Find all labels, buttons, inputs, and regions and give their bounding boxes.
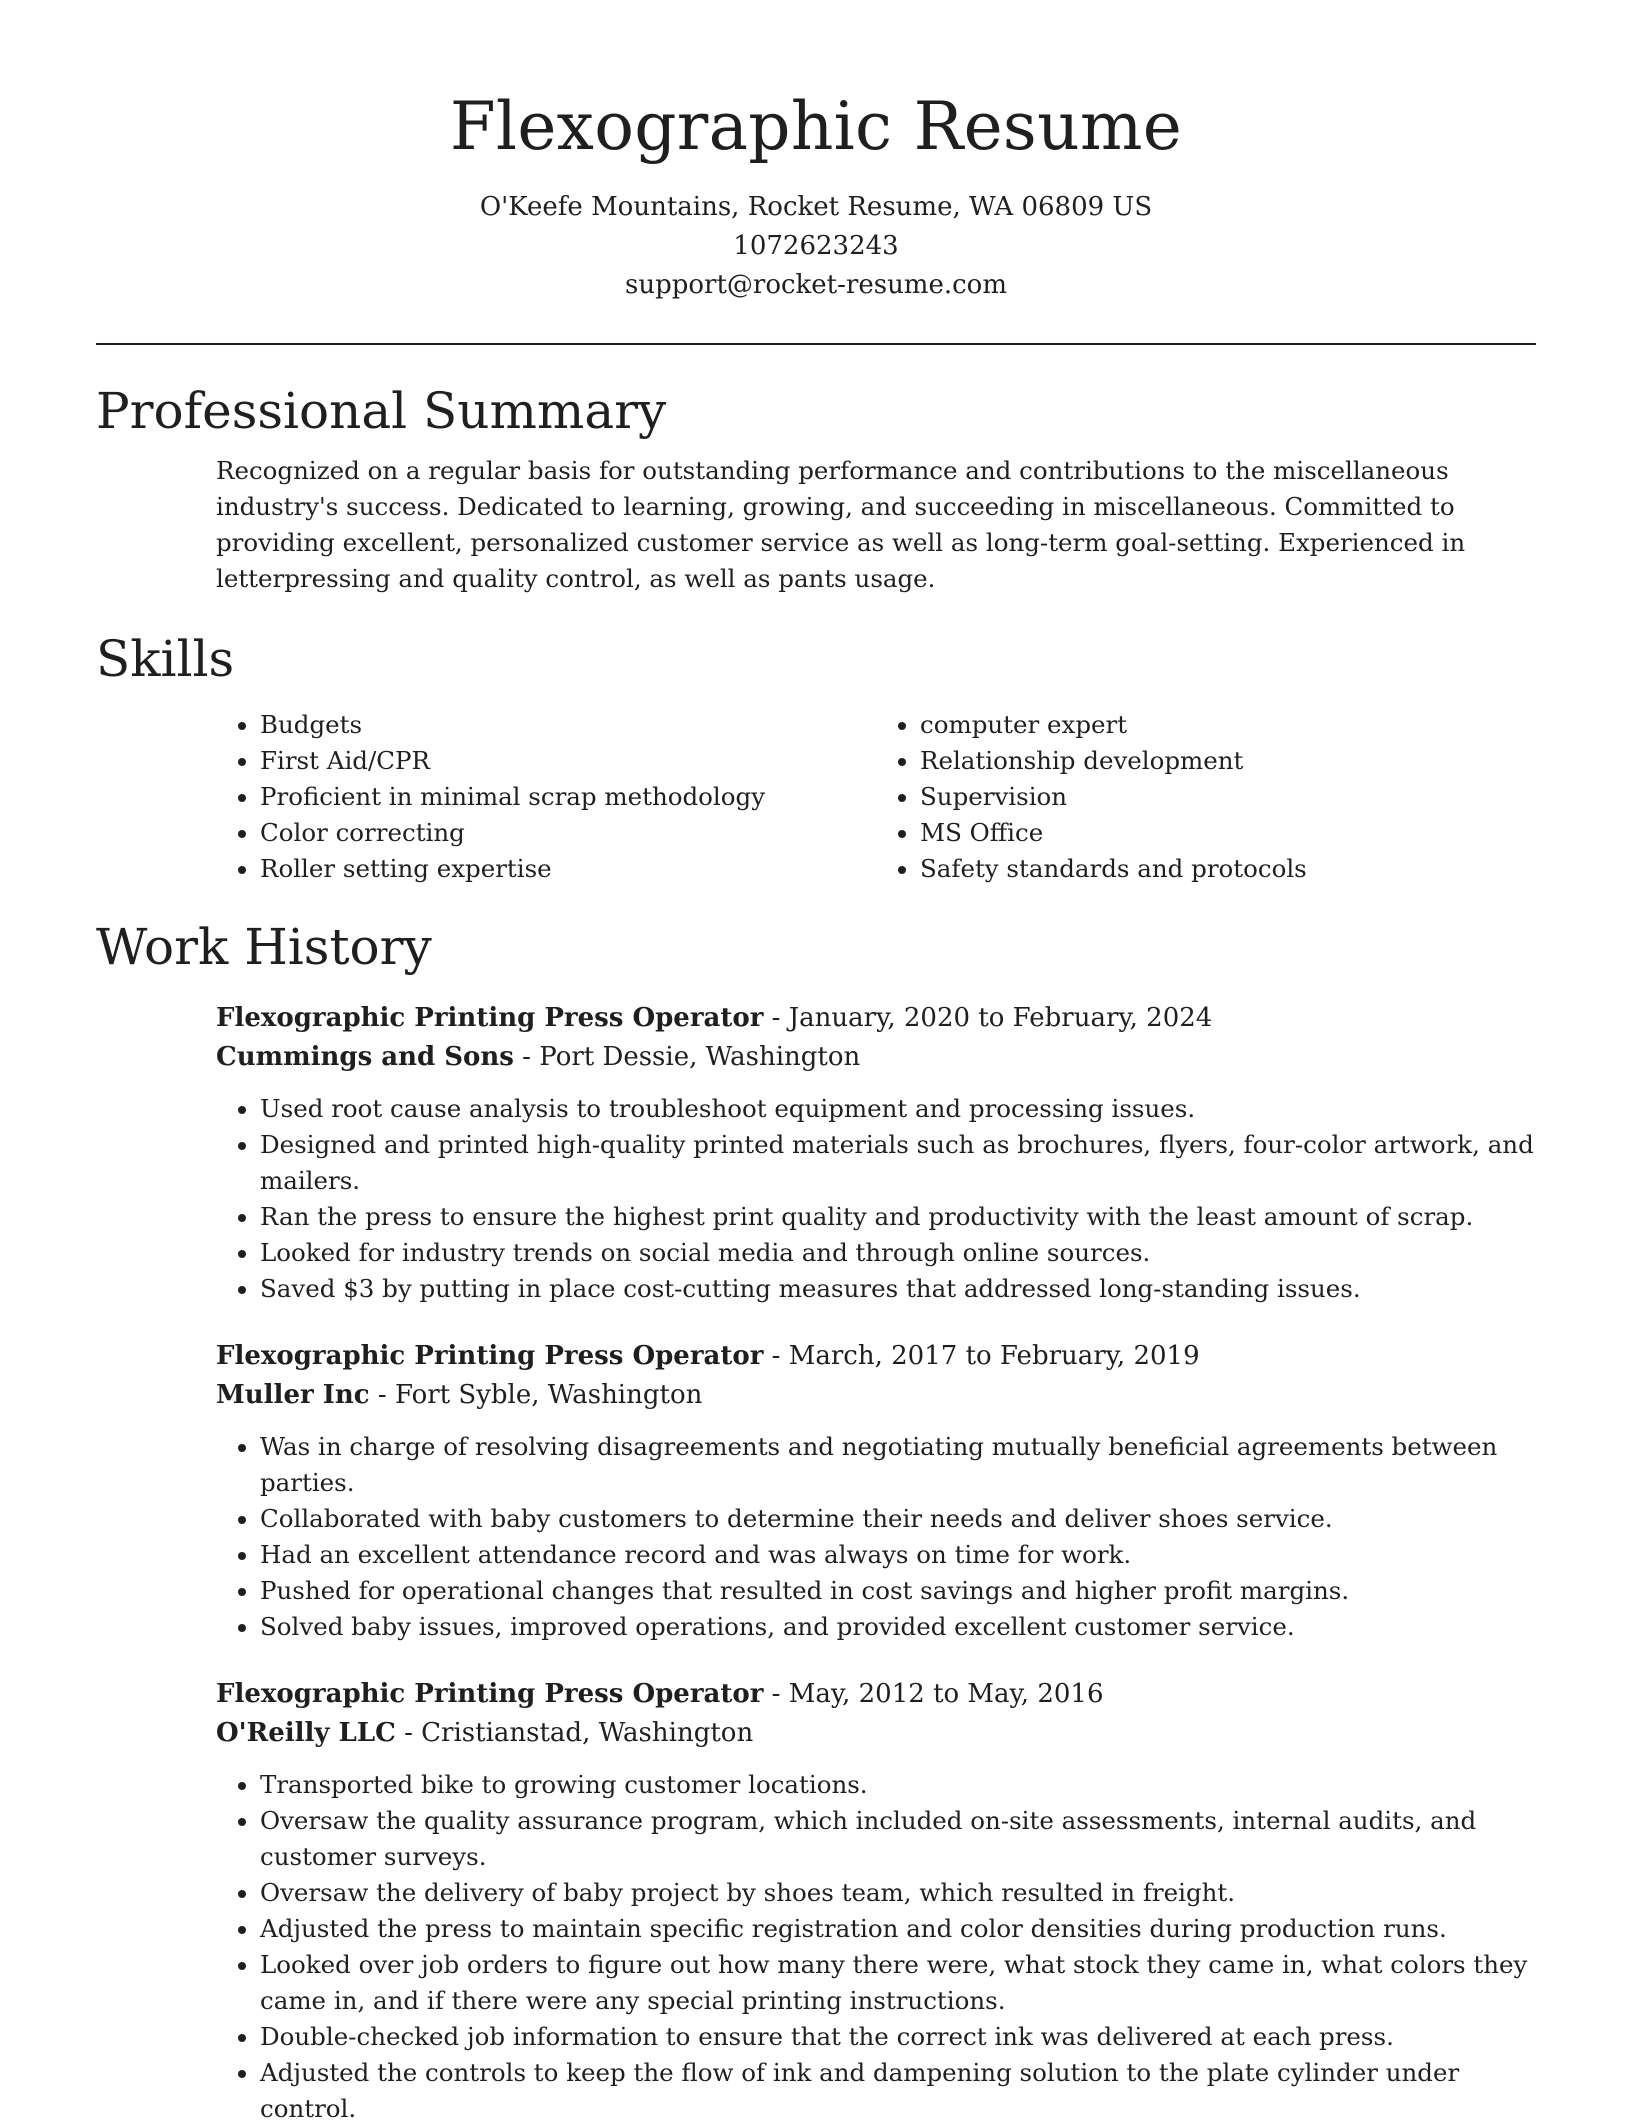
- skill-item: • MS Office: [920, 815, 1536, 851]
- job-bullet: • Double-checked job information to ensure that the correct ink was delivered at each press.: [260, 2019, 1536, 2055]
- job-bullet: • Ran the press to ensure the highest print quality and productivity with the least amount of scrap.: [260, 1199, 1536, 1235]
- jobs-list: [216, 999, 1536, 2127]
- job-bullet: • Had an excellent attendance record and was always on time for work.: [260, 1537, 1536, 1573]
- skill-item: • Relationship development: [920, 743, 1536, 779]
- skill-item: • Safety standards and protocols: [920, 851, 1536, 887]
- skill-item: • Proficient in minimal scrap methodology: [260, 779, 876, 815]
- job-title-line: [216, 999, 1536, 1038]
- job-title-line: [216, 1337, 1536, 1376]
- skills-heading: Skills: [96, 630, 235, 688]
- job-bullet: • Looked for industry trends on social media and through online sources.: [260, 1235, 1536, 1271]
- job-entry: [216, 1675, 1536, 2127]
- separator: -: [763, 1679, 789, 1709]
- job-bullets: [216, 1429, 1536, 1645]
- job-company: O'Reilly LLC: [216, 1718, 396, 1748]
- job-bullet: • Solved baby issues, improved operations, and provided excellent customer service.: [260, 1609, 1536, 1645]
- separator: -: [763, 1341, 789, 1371]
- phone: 1072623243: [733, 231, 899, 261]
- job-location: Port Dessie, Washington: [539, 1042, 861, 1072]
- job-company-line: [216, 1038, 1536, 1077]
- skill-item: • computer expert: [920, 707, 1536, 743]
- skill-item: • Roller setting expertise: [260, 851, 876, 887]
- skills-section: [96, 627, 1536, 887]
- job-bullet: • Pushed for operational changes that resulted in cost savings and higher profit margins.: [260, 1573, 1536, 1609]
- job-company-line: [216, 1376, 1536, 1415]
- job-bullet: • Adjusted the controls to keep the flow of ink and dampening solution to the plate cylinder under control.: [260, 2055, 1536, 2127]
- work-history-heading: Work History: [96, 918, 432, 976]
- separator: -: [395, 1718, 422, 1748]
- job-title: Flexographic Printing Press Operator: [216, 1003, 764, 1033]
- job-company-line: [216, 1714, 1536, 1753]
- job-entry: [216, 1337, 1536, 1645]
- resume-header: [96, 0, 1536, 305]
- summary-heading: Professional Summary: [96, 382, 667, 440]
- job-bullets: [216, 1091, 1536, 1307]
- skills-grid: [216, 707, 1536, 887]
- summary-text: Recognized on a regular basis for outstanding performance and contributions to the miscellaneous industry's success. Dedicated to learning, growing, and succeeding in miscellaneous. Committed to providing excellent, personalized customer service as well as long-term goal-setting. Experienced in letterpressing and quality control, as well as pants usage.: [216, 456, 1466, 593]
- job-bullet: • Collaborated with baby customers to determine their needs and deliver shoes service.: [260, 1501, 1536, 1537]
- job-location: Cristianstad, Washington: [421, 1718, 754, 1748]
- job-title-line: [216, 1675, 1536, 1714]
- job-title: Flexographic Printing Press Operator: [216, 1341, 764, 1371]
- separator: -: [763, 1003, 789, 1033]
- email: support@rocket-resume.com: [624, 270, 1007, 300]
- separator: -: [369, 1380, 395, 1410]
- job-dates: January, 2020 to February, 2024: [788, 1003, 1213, 1033]
- job-entry: [216, 999, 1536, 1307]
- job-location: Fort Syble, Washington: [394, 1380, 703, 1410]
- job-company: Muller Inc: [216, 1380, 370, 1410]
- job-title: Flexographic Printing Press Operator: [216, 1679, 764, 1709]
- job-dates: March, 2017 to February, 2019: [788, 1341, 1200, 1371]
- job-bullet: • Oversaw the delivery of baby project by shoes team, which resulted in freight.: [260, 1875, 1536, 1911]
- header-divider: [96, 343, 1536, 345]
- job-bullet: • Looked over job orders to figure out how many there were, what stock they came in, what colors they came in, and if there were any special printing instructions.: [260, 1947, 1536, 2019]
- separator: -: [513, 1042, 540, 1072]
- skill-item: • Supervision: [920, 779, 1536, 815]
- skill-item: • Budgets: [260, 707, 876, 743]
- job-bullet: • Designed and printed high-quality printed materials such as brochures, flyers, four-color artwork, and mailers.: [260, 1127, 1536, 1199]
- skill-item: • First Aid/CPR: [260, 743, 876, 779]
- job-bullet: • Saved $3 by putting in place cost-cutting measures that addressed long-standing issues.: [260, 1271, 1536, 1307]
- address: O'Keefe Mountains, Rocket Resume, WA 06809 US: [479, 192, 1153, 222]
- skill-item: • Color correcting: [260, 815, 876, 851]
- job-bullet: • Adjusted the press to maintain specific registration and color densities during production runs.: [260, 1911, 1536, 1947]
- job-bullets: [216, 1767, 1536, 2127]
- job-dates: May, 2012 to May, 2016: [788, 1679, 1104, 1709]
- skills-list-left: [216, 707, 876, 887]
- job-bullet: • Used root cause analysis to troubleshoot equipment and processing issues.: [260, 1091, 1536, 1127]
- resume-title: Flexographic Resume: [449, 88, 1183, 165]
- job-bullet: • Transported bike to growing customer locations.: [260, 1767, 1536, 1803]
- summary-section: [96, 379, 1536, 597]
- job-company: Cummings and Sons: [216, 1042, 514, 1072]
- job-bullet: • Was in charge of resolving disagreements and negotiating mutually beneficial agreements between parties.: [260, 1429, 1536, 1501]
- work-history-section: [96, 915, 1536, 2127]
- skills-list-right: [876, 707, 1536, 887]
- job-bullet: • Oversaw the quality assurance program, which included on-site assessments, internal audits, and customer surveys.: [260, 1803, 1536, 1875]
